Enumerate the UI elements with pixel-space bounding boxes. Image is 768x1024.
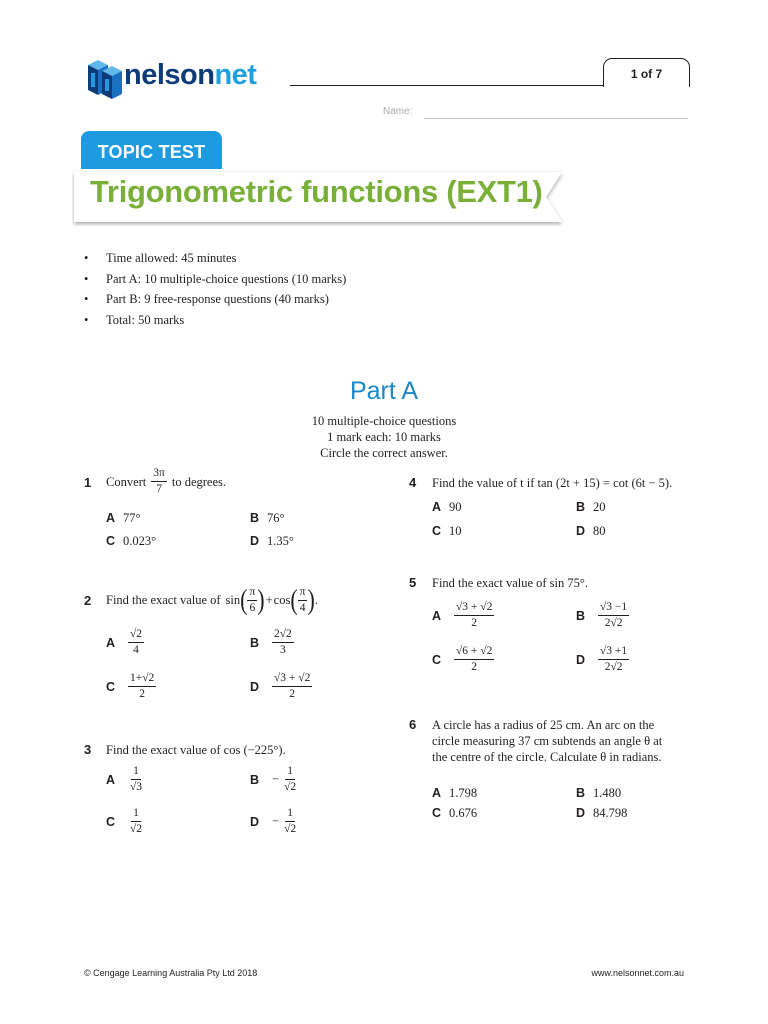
fraction-numerator: 1 bbox=[131, 807, 141, 822]
option-fraction bbox=[128, 807, 144, 836]
paren-open: ( bbox=[290, 583, 298, 616]
option-letter: D bbox=[250, 534, 260, 548]
website-link[interactable]: www.nelsonnet.com.au bbox=[591, 968, 684, 978]
option-a[interactable] bbox=[432, 601, 494, 630]
option-value: 20 bbox=[593, 500, 606, 514]
fraction-denominator: 2√2 bbox=[604, 617, 623, 629]
option-letter: B bbox=[250, 635, 260, 650]
option-letter: D bbox=[250, 679, 260, 694]
option-value: 84.798 bbox=[593, 806, 628, 820]
option-letter: C bbox=[432, 806, 442, 820]
section-heading: Part A bbox=[349, 377, 419, 405]
option-value: 76° bbox=[267, 511, 285, 525]
fraction-denominator: 7 bbox=[156, 483, 162, 495]
expression-cos: cos bbox=[273, 593, 291, 607]
fraction-numerator: 1+√2 bbox=[128, 672, 156, 687]
option-value: 77° bbox=[123, 511, 141, 525]
option-value: 1.480 bbox=[593, 786, 622, 800]
option-letter: D bbox=[576, 524, 586, 538]
fraction-numerator: 1 bbox=[285, 765, 295, 780]
option-fraction bbox=[598, 601, 629, 630]
option-b[interactable] bbox=[250, 628, 294, 657]
option-a[interactable] bbox=[106, 509, 141, 527]
logo-text-net: net bbox=[214, 59, 257, 91]
option-letter: B bbox=[576, 608, 586, 623]
option-letter: B bbox=[250, 772, 260, 787]
fraction-denominator: 4 bbox=[133, 644, 139, 656]
question-number: 3 bbox=[84, 742, 92, 757]
option-d[interactable] bbox=[250, 807, 298, 836]
option-d[interactable] bbox=[250, 532, 294, 550]
option-letter: B bbox=[250, 511, 260, 525]
fraction bbox=[247, 586, 257, 615]
option-letter: C bbox=[432, 524, 442, 538]
fraction-denominator: 2 bbox=[471, 661, 478, 673]
fraction-denominator: 2 bbox=[289, 688, 296, 700]
option-c[interactable] bbox=[432, 804, 477, 822]
fraction bbox=[298, 586, 308, 615]
question-text: Find the exact value of cos (−225°). bbox=[106, 743, 286, 757]
option-fraction bbox=[272, 628, 294, 657]
option-b[interactable] bbox=[576, 601, 629, 630]
option-fraction bbox=[128, 672, 156, 701]
option-value: 0.676 bbox=[449, 806, 478, 820]
option-fraction bbox=[454, 601, 494, 630]
question-number: 4 bbox=[409, 475, 417, 490]
fraction-numerator: √3 +1 bbox=[598, 645, 629, 660]
fraction-denominator: √2 bbox=[130, 823, 143, 835]
plus-sign: + bbox=[265, 593, 273, 607]
list-item: • Total: 50 marks bbox=[84, 310, 346, 331]
question-text-line: the centre of the circle. Calculate θ in radians. bbox=[432, 750, 662, 764]
section-instructions bbox=[0, 413, 768, 461]
logo-wordmark bbox=[124, 59, 256, 92]
fraction-denominator: 3 bbox=[280, 644, 286, 656]
option-letter: A bbox=[106, 511, 116, 525]
question-2-text bbox=[106, 582, 318, 618]
fraction-numerator: √6 + √2 bbox=[454, 645, 494, 660]
fraction-numerator: 2√2 bbox=[272, 628, 294, 643]
question-text-line: circle measuring 37 cm subtends an angle θ at bbox=[432, 734, 663, 748]
fraction-numerator: π bbox=[298, 586, 308, 601]
option-fraction bbox=[454, 645, 494, 674]
option-c[interactable] bbox=[432, 645, 494, 674]
fraction-numerator: π bbox=[247, 586, 257, 601]
list-item: • Part A: 10 multiple-choice questions (10 marks) bbox=[84, 269, 346, 290]
option-d[interactable] bbox=[576, 645, 629, 674]
option-fraction bbox=[128, 765, 144, 794]
fraction-denominator: 2√2 bbox=[604, 661, 623, 673]
option-letter: A bbox=[432, 786, 442, 800]
option-letter: C bbox=[106, 534, 116, 548]
option-value: 80 bbox=[593, 524, 606, 538]
topic-test-tab: TOPIC TEST bbox=[81, 131, 222, 169]
period: . bbox=[314, 593, 318, 607]
fraction-numerator: √3 + √2 bbox=[272, 672, 312, 687]
option-sign: − bbox=[272, 772, 280, 786]
option-fraction bbox=[272, 672, 312, 701]
fraction-denominator: 4 bbox=[299, 601, 306, 614]
option-letter: B bbox=[576, 786, 586, 800]
copyright-notice: © Cengage Learning Australia Pty Ltd 2018 bbox=[84, 968, 258, 978]
option-c[interactable] bbox=[106, 672, 156, 701]
option-letter: B bbox=[576, 500, 586, 514]
question-number: 1 bbox=[84, 475, 92, 490]
fraction-numerator: 1 bbox=[285, 807, 295, 822]
paren-close: ) bbox=[307, 583, 315, 616]
option-value: 0.023° bbox=[123, 534, 157, 548]
nelsonnet-logo bbox=[84, 57, 294, 101]
fraction-numerator: √3 −1 bbox=[598, 601, 629, 616]
fraction-numerator: 1 bbox=[131, 765, 141, 780]
option-b[interactable] bbox=[250, 509, 285, 527]
question-text: to degrees. bbox=[171, 474, 226, 489]
question-number: 2 bbox=[84, 593, 92, 608]
name-label: Name: bbox=[383, 106, 413, 117]
name-field-line[interactable] bbox=[424, 118, 688, 119]
fraction-denominator: 2 bbox=[139, 688, 146, 700]
option-a[interactable] bbox=[106, 765, 144, 794]
fraction-numerator: 3π bbox=[151, 467, 167, 482]
option-b[interactable] bbox=[576, 498, 606, 516]
option-b[interactable] bbox=[576, 784, 621, 802]
paren-open: ( bbox=[240, 583, 248, 616]
expression-sin: sin bbox=[225, 593, 241, 607]
option-letter: A bbox=[106, 772, 116, 787]
option-letter: A bbox=[432, 608, 442, 623]
question-text: Find the exact value of bbox=[106, 593, 221, 607]
question-text: Convert bbox=[106, 474, 147, 489]
option-b[interactable] bbox=[250, 765, 298, 794]
option-letter: C bbox=[432, 652, 442, 667]
question-text: Find the value of t if tan (2t + 15) = cot (6t − 5). bbox=[432, 476, 673, 490]
fraction-denominator: √2 bbox=[284, 781, 297, 793]
question-number: 6 bbox=[409, 717, 417, 732]
option-value: 10 bbox=[449, 524, 462, 538]
option-letter: C bbox=[106, 814, 116, 829]
fraction-denominator: 2 bbox=[471, 617, 478, 629]
option-letter: A bbox=[432, 500, 442, 514]
option-a[interactable] bbox=[432, 784, 477, 802]
logo-cube-icon bbox=[84, 57, 128, 101]
option-fraction bbox=[598, 645, 629, 674]
option-c[interactable] bbox=[106, 807, 144, 836]
option-fraction bbox=[128, 628, 144, 657]
option-value: 1.35° bbox=[267, 534, 294, 548]
paren-close: ) bbox=[257, 583, 265, 616]
option-d[interactable] bbox=[576, 522, 606, 540]
page-title: Trigonometric functions (EXT1) bbox=[90, 174, 543, 209]
option-letter: A bbox=[106, 635, 116, 650]
option-letter: D bbox=[576, 806, 586, 820]
option-letter: C bbox=[106, 679, 116, 694]
option-fraction bbox=[282, 807, 298, 836]
instruction-line: 1 mark each: 10 marks bbox=[327, 430, 441, 444]
question-1-text bbox=[106, 467, 226, 496]
option-letter: D bbox=[250, 814, 260, 829]
question-text: Find the exact value of sin 75°. bbox=[432, 576, 589, 590]
page-indicator: 1 of 7 bbox=[603, 58, 690, 87]
option-sign: − bbox=[272, 814, 280, 828]
logo-text-nelson: nelson bbox=[124, 59, 215, 91]
option-fraction bbox=[282, 765, 298, 794]
test-info-list bbox=[84, 248, 346, 330]
question-6-text bbox=[432, 717, 662, 765]
fraction-denominator: 6 bbox=[249, 601, 256, 614]
option-c[interactable] bbox=[106, 532, 156, 550]
option-a[interactable] bbox=[432, 498, 462, 516]
option-a[interactable] bbox=[106, 628, 144, 657]
fraction-denominator: √3 bbox=[130, 781, 143, 793]
fraction-numerator: √2 bbox=[128, 628, 144, 643]
question-text-line: A circle has a radius of 25 cm. An arc on the bbox=[432, 718, 655, 732]
list-item: • Time allowed: 45 minutes bbox=[84, 248, 346, 269]
instruction-line: 10 multiple-choice questions bbox=[311, 414, 457, 428]
fraction-numerator: √3 + √2 bbox=[454, 601, 494, 616]
option-value: 1.798 bbox=[449, 786, 478, 800]
option-value: 90 bbox=[449, 500, 462, 514]
fraction bbox=[151, 467, 167, 496]
instruction-line: Circle the correct answer. bbox=[320, 446, 448, 460]
list-item: • Part B: 9 free-response questions (40 marks) bbox=[84, 289, 346, 310]
option-letter: D bbox=[576, 652, 586, 667]
fraction-denominator: √2 bbox=[284, 823, 297, 835]
question-number: 5 bbox=[409, 575, 417, 590]
option-c[interactable] bbox=[432, 522, 462, 540]
option-d[interactable] bbox=[576, 804, 627, 822]
option-d[interactable] bbox=[250, 672, 312, 701]
